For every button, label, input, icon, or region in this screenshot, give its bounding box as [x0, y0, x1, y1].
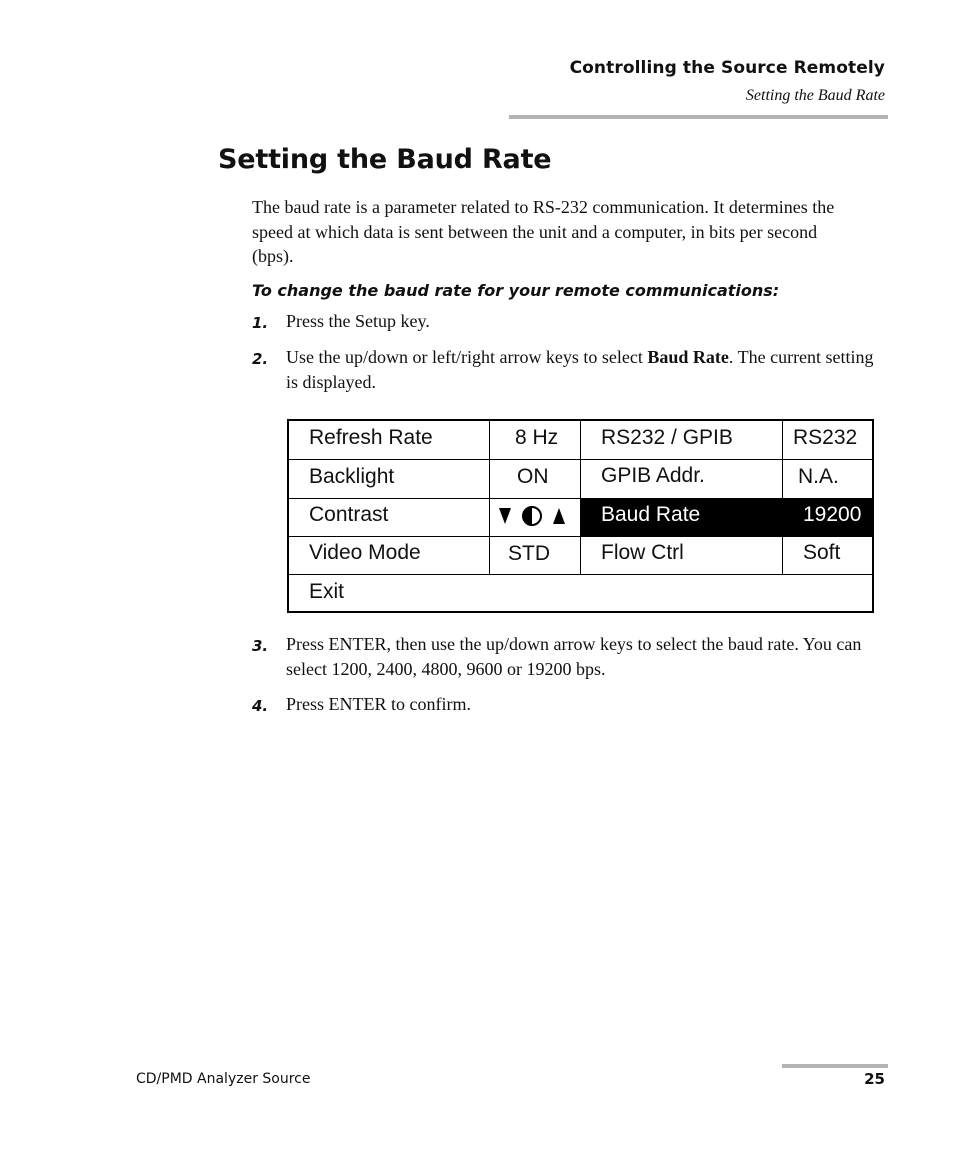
screen-item-value: 8 Hz	[515, 426, 559, 449]
column-divider	[489, 421, 490, 574]
screen-item-label[interactable]: Flow Ctrl	[601, 541, 684, 564]
screen-item-value: RS232	[793, 426, 858, 449]
column-divider	[580, 421, 581, 574]
step-number: 1.	[252, 314, 269, 332]
running-header-section: Setting the Baud Rate	[745, 87, 885, 104]
procedure-title: To change the baud rate for your remote communications:	[252, 281, 780, 300]
screen-item-label[interactable]: GPIB Addr.	[601, 464, 705, 487]
screen-item-value: Soft	[803, 541, 841, 564]
arrow-down-icon[interactable]	[499, 508, 511, 524]
page-title: Setting the Baud Rate	[218, 144, 552, 175]
column-divider	[782, 536, 783, 574]
column-divider	[782, 421, 783, 498]
contrast-control[interactable]	[499, 505, 565, 533]
screen-item-value: STD	[508, 542, 550, 565]
step-text: Press ENTER to confirm.	[286, 694, 471, 714]
footer-rule	[782, 1064, 888, 1068]
step-text-bold: Baud Rate	[647, 347, 729, 367]
step-number: 4.	[252, 697, 269, 715]
step-number: 2.	[252, 350, 269, 368]
screen-item-value: ON	[517, 465, 549, 488]
screen-item-label[interactable]: Video Mode	[309, 541, 421, 564]
screen-item-label-selected[interactable]: Baud Rate	[601, 503, 701, 526]
screen-item-exit[interactable]: Exit	[309, 580, 345, 603]
running-header-chapter: Controlling the Source Remotely	[569, 58, 885, 78]
arrow-up-icon[interactable]	[553, 508, 565, 524]
step-text-before: Use the up/down or left/right arrow keys to select	[286, 347, 648, 367]
screen-item-value: N.A.	[798, 465, 839, 488]
step-text: Press ENTER, then use the up/down arrow keys to select the baud rate. You can select 1200, 2400, 4800, 9600 or 19200 bps.	[286, 634, 862, 679]
step-number: 3.	[252, 637, 269, 655]
step-text	[286, 345, 886, 395]
setup-screen	[287, 419, 874, 613]
screen-item-value-selected: 19200	[803, 503, 862, 526]
footer-product: CD/PMD Analyzer Source	[136, 1071, 311, 1087]
row-divider	[289, 574, 872, 575]
screen-item-label[interactable]: Contrast	[309, 503, 389, 526]
contrast-control-icons	[499, 505, 565, 527]
header-rule	[509, 115, 888, 119]
step-text-after: . The current setting is displayed.	[286, 347, 874, 392]
screen-item-label[interactable]: Refresh Rate	[309, 426, 433, 449]
screen-item-label[interactable]: RS232 / GPIB	[601, 426, 733, 449]
page-number: 25	[864, 1070, 885, 1088]
screen-item-label[interactable]: Backlight	[309, 465, 395, 488]
step-text: Press the Setup key.	[286, 311, 430, 331]
contrast-icon	[523, 507, 541, 525]
intro-paragraph: The baud rate is a parameter related to RS-232 communication. It determines the speed at which data is sent between the unit and a computer, in bits per second (bps).	[252, 197, 835, 266]
